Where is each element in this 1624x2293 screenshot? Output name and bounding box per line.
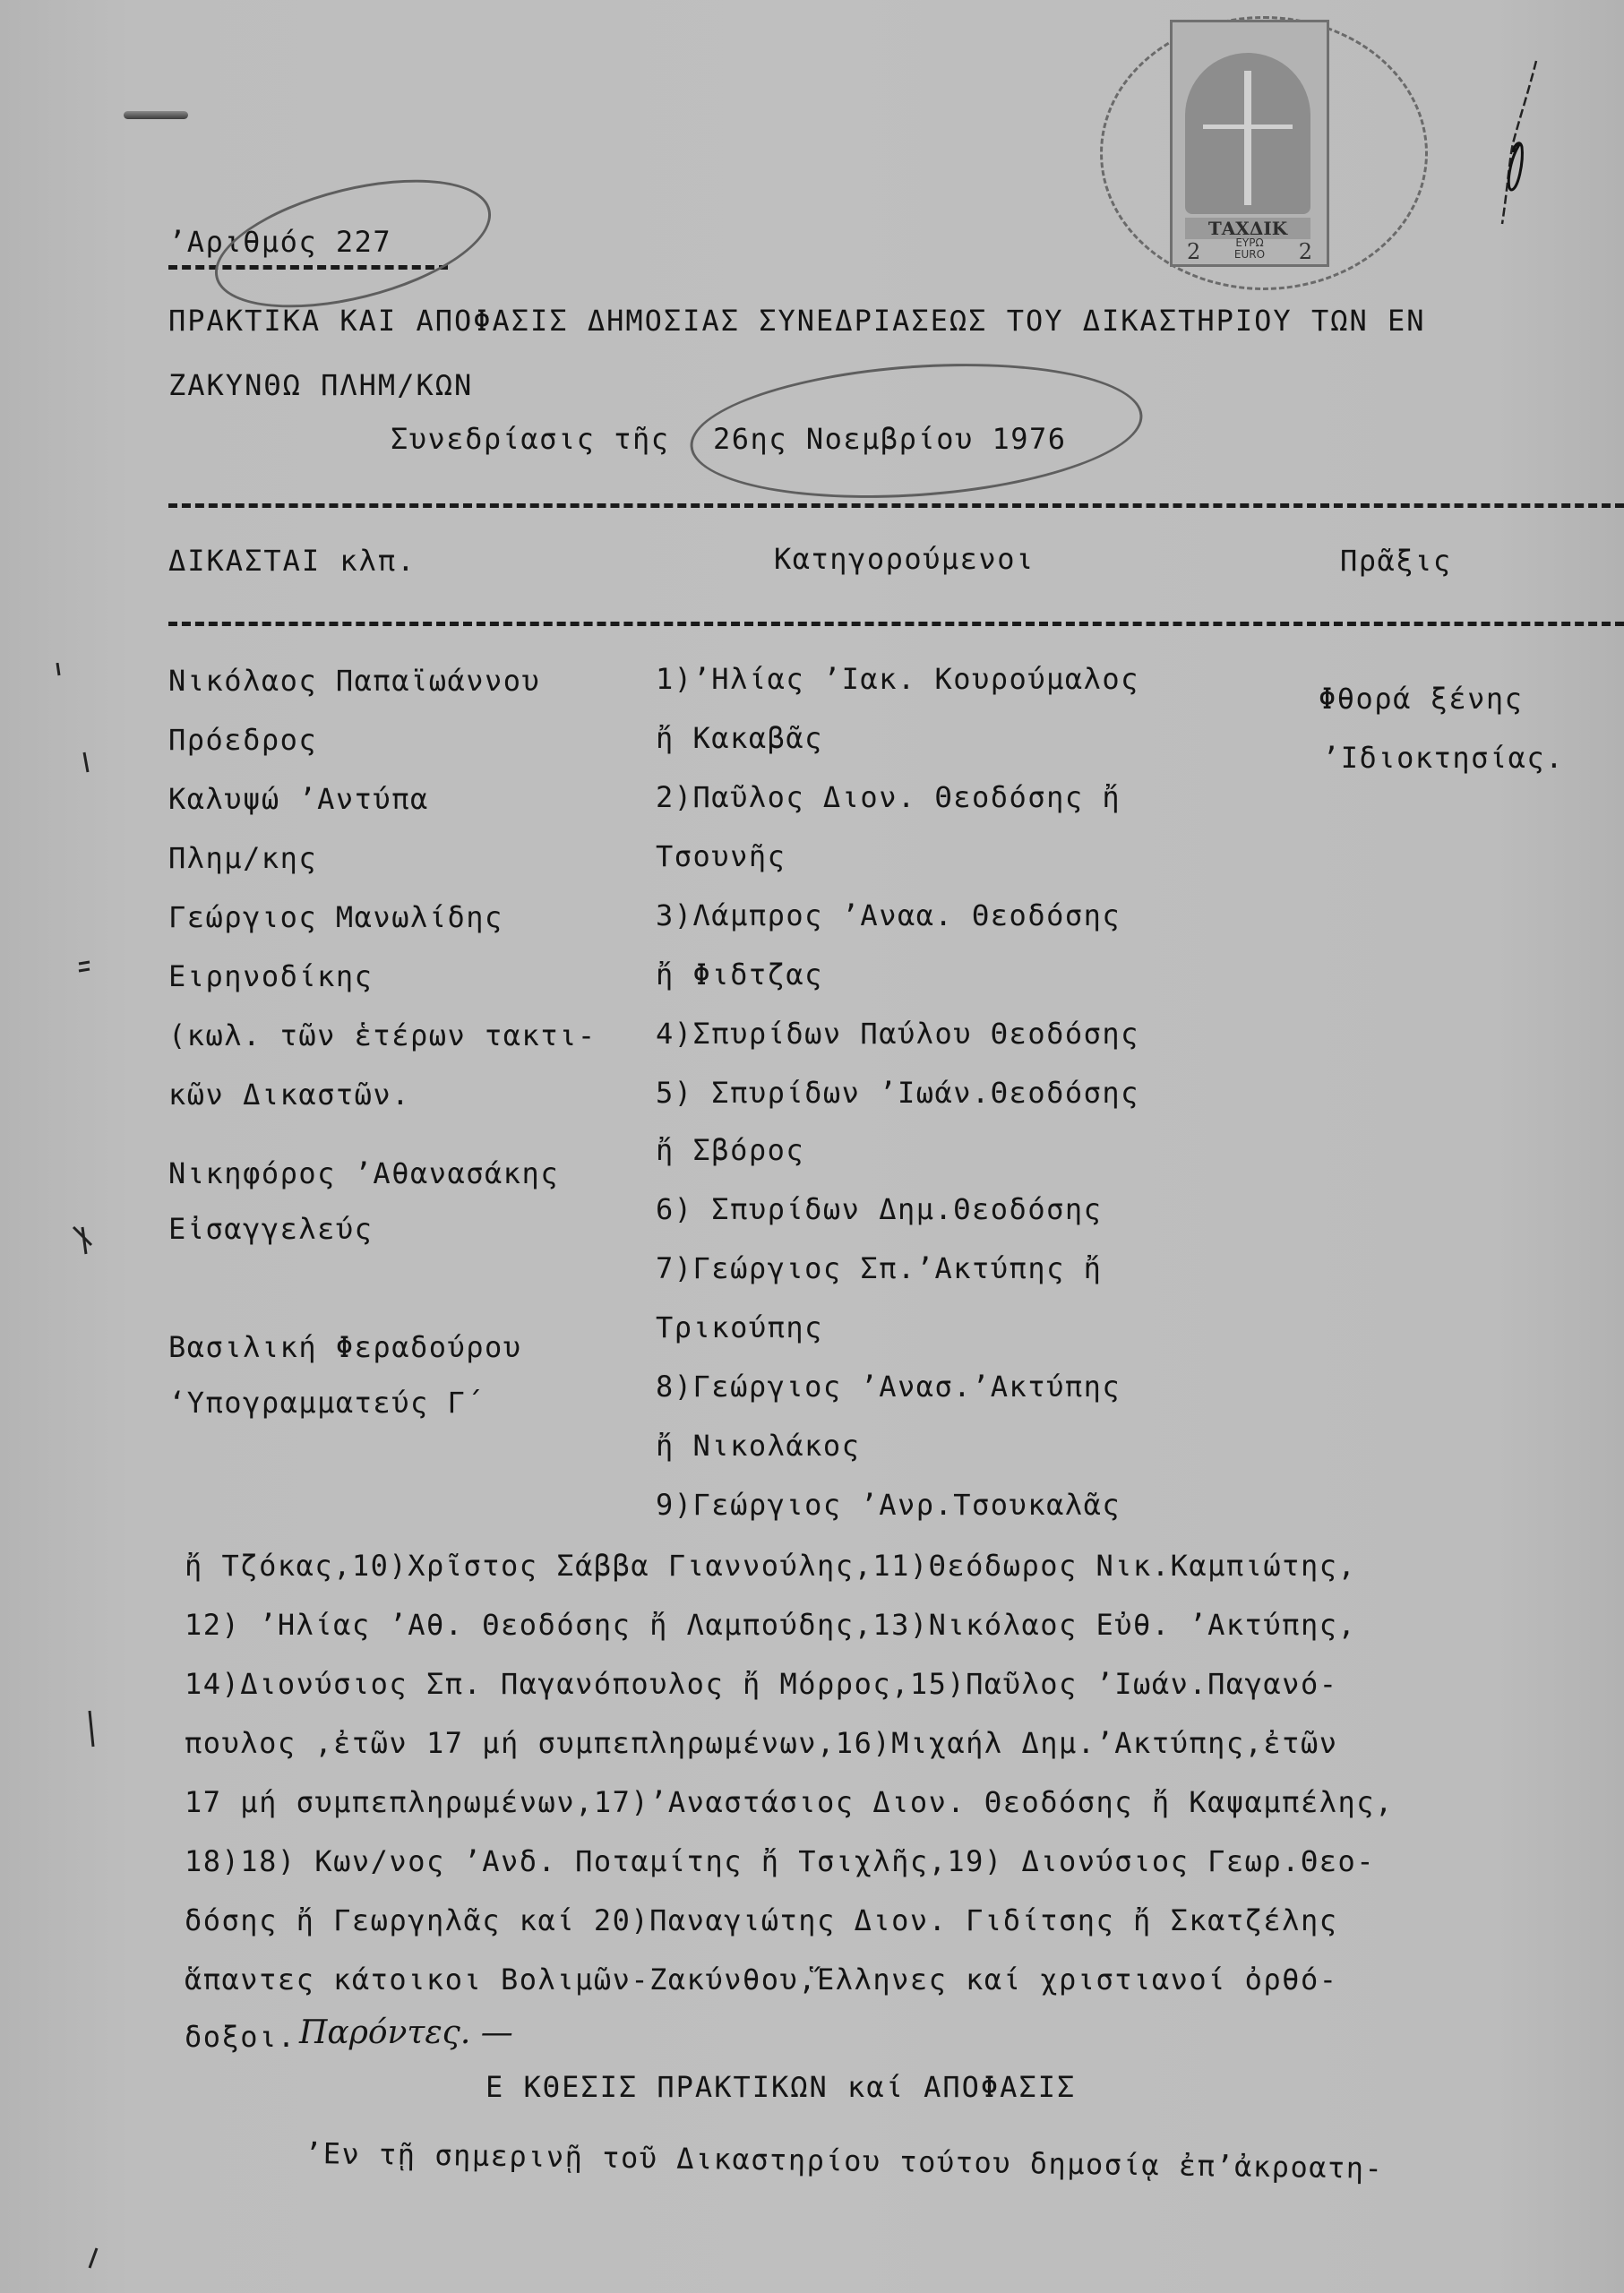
accused-line: 1)’Ηλίας ’Ιακ. Κουρούμαλος [656,662,1139,696]
scales-of-justice-icon [1203,125,1293,129]
judge-line: (κωλ. τῶν ἑτέρων τακτι- [168,1018,597,1052]
judge-line: Γεώργιος Μανωλίδης [168,900,503,934]
stamp-value-left: 2 [1187,239,1201,264]
act-line: Φθορά ξένης [1319,682,1524,716]
accused-line: 6) Σπυρίδων Δημ.Θεοδόσης [656,1192,1103,1226]
accused-line: 4)Σπυρίδων Παύλου Θεοδόσης [656,1017,1139,1051]
stamp-currency-gr: ΕΥΡΩ [1235,236,1264,249]
accused-line: 7)Γεώργιος Σπ.’Ακτύπης ἤ [656,1251,1103,1285]
accused-line: 9)Γεώργιος ’Ανρ.Τσουκαλᾶς [656,1488,1121,1522]
document-number: ’Αριθμός 227 [168,225,392,259]
continuation-line: ἤ Τζόκας,10)Χρῖστος Σάββα Γιαννούλης,11)Θεόδωρος Νικ.Καμπιώτης, [185,1549,1357,1583]
continuation-last-typed: δοξοι. [185,2020,296,2054]
continuation-line: 14)Διονύσιος Σπ. Παγανόπουλος ἤ Μόρρος,15)Παῦλος ’Ιωάν.Παγανό- [185,1667,1338,1701]
stamp-value-right: 2 [1298,239,1312,264]
accused-line: ἤ Φιδτζας [656,958,823,992]
document-title-line1: ΠΡΑΚΤΙΚΑ ΚΑΙ ΑΠΟΦΑΣΙΣ ΔΗΜΟΣΙΑΣ ΣΥΝΕΔΡΙΑΣΕΩΣ ΤΟΥ ΔΙΚΑΣΤΗΡΙΟΥ ΤΩΝ ΕΝ [168,304,1426,338]
judge-line: Νικόλαος Παπαϊωάννου [168,664,541,698]
column-header-acts: Πρᾶξις [1340,544,1452,578]
act-line: ’Ιδιοκτησίας. [1322,741,1564,775]
sword-icon [1244,71,1251,205]
accused-line: ἤ Κακαβᾶς [656,721,823,755]
section-heading: Ε ΚΘΕΣΙΣ ΠΡΑΚΤΙΚΩΝ καί ΑΠΟΦΑΣΙΣ [485,2070,1077,2104]
handwritten-page-number [1482,54,1545,233]
column-header-accused: Κατηγορούμενοι [774,542,1035,576]
accused-line: 3)Λάμπρος ’Αναα. Θεοδόσης [656,898,1121,932]
judge-line: Νικηφόρος ’Αθανασάκης [168,1156,560,1190]
session-prefix: Συνεδρίασις τῆς [391,422,670,456]
session-date: 26ης Νοεμβρίου 1976 [713,422,1067,456]
judge-line: Πλημ/κης [168,841,318,875]
stamp-currency-en: EURO [1233,248,1266,261]
accused-line: ἤ Σβόρος [656,1133,805,1167]
document-title-line2: ΖΑΚΥΝΘΩ ΠΛΗΜ/ΚΩΝ [168,368,474,402]
stamp-emblem-background [1185,53,1310,214]
stamp-label: ΤΑΧΔΙΚ [1185,218,1310,239]
accused-line: Τρικούπης [656,1310,823,1344]
pencil-circle-date [686,350,1147,512]
accused-line: 5) Σπυρίδων ’Ιωάν.Θεοδόσης [656,1076,1139,1110]
judge-line: Εἰσαγγελεύς [168,1212,374,1246]
revenue-stamp [1170,20,1329,267]
margin-punch-marks [54,663,107,2275]
accused-line: 8)Γεώργιος ’Ανασ.’Ακτύπης [656,1370,1121,1404]
judge-line: Βασιλική Φεραδούρου [168,1330,522,1364]
continuation-line: πουλος ,ἐτῶν 17 μή συμπεπληρωμένων,16)Μιχαήλ Δημ.’Ακτύπης,ἐτῶν [185,1726,1338,1760]
accused-line: 2)Παῦλος Διον. Θεοδόσης ἤ [656,780,1121,814]
continuation-line: 18)18) Κων/νος ’Ανδ. Ποταμίτης ἤ Τσιχλῆς,19) Διονύσιος Γεωρ.Θεο- [185,1844,1375,1878]
judge-line: Ειρηνοδίκης [168,959,374,993]
body-text-start: ’Εν τῇ σημερινῇ τοῦ Δικαστηρίου τούτου δημοσίᾳ ἐπ’ἀκροατη- [304,2136,1384,2186]
accused-line: ἤ Νικολάκος [656,1429,861,1463]
judge-line: Καλυψώ ’Αντύπα [168,782,429,816]
continuation-line: ἅπαντες κάτοικοι Βολιμῶν-Ζακύνθου,Ἕλληνες καί χριστιανοί ὀρθό- [185,1962,1338,1997]
staple-mark [124,111,188,119]
header-rule-top [168,503,1624,508]
judge-line: ‘Υπογραμματεύς Γ΄ [168,1386,485,1420]
column-header-judges: ΔΙΚΑΣΤΑΙ κλπ. [168,544,417,578]
accused-line: Τσουνῆς [656,839,786,873]
header-rule-bottom [168,622,1624,626]
handwritten-annotation: Παρόντες. — [299,2014,513,2051]
continuation-line: 17 μή συμπεπληρωμένων,17)’Αναστάσιος Διον. Θεοδόσης ἤ Καψαμπέλης, [185,1785,1394,1819]
continuation-line: δόσης ἤ Γεωργηλᾶς καί 20)Παναγιώτης Διον. Γιδίτσης ἤ Σκατζέλης [185,1903,1338,1937]
judge-line: Πρόεδρος [168,723,318,757]
continuation-line: 12) ’Ηλίας ’Αθ. Θεοδόσης ἤ Λαμπούδης,13)Νικόλαος Εὐθ. ’Ακτύπης, [185,1608,1357,1642]
judge-line: κῶν Δικαστῶν. [168,1078,410,1112]
